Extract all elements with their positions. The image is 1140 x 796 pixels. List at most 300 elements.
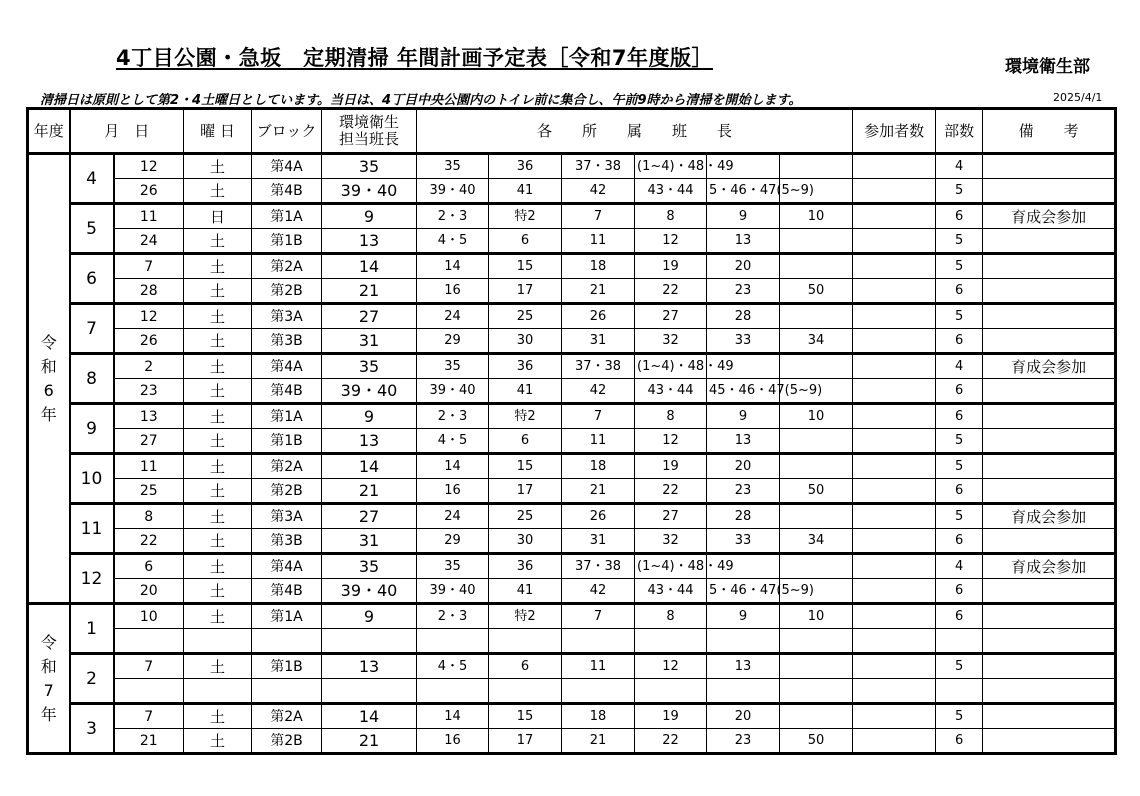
leader-cell: 27 xyxy=(322,304,417,329)
member-cell: 6 xyxy=(489,654,562,679)
member-cell: 50 xyxy=(780,729,853,754)
leader-cell: 21 xyxy=(322,729,417,754)
block-cell: 第2A xyxy=(252,704,322,729)
member-cell: 37・38 xyxy=(562,354,635,379)
day-cell: 13 xyxy=(114,404,184,429)
weekday-cell: 土 xyxy=(184,529,252,554)
header-block: ブロック xyxy=(252,109,322,154)
member-cell: 10 xyxy=(780,604,853,629)
member-cell: 16 xyxy=(417,479,489,504)
weekday-cell: 日 xyxy=(184,204,252,229)
leader-cell: 39・40 xyxy=(322,179,417,204)
member-cell: 20 xyxy=(707,704,780,729)
member-cell: 23 xyxy=(707,729,780,754)
member-cell xyxy=(780,554,853,579)
leader-cell: 13 xyxy=(322,429,417,454)
member-cell: 19 xyxy=(635,454,707,479)
table-row xyxy=(28,579,1116,604)
leader-cell: 14 xyxy=(322,454,417,479)
remarks-cell xyxy=(983,579,1116,604)
block-cell: 第2A xyxy=(252,254,322,279)
day-cell: 26 xyxy=(114,329,184,354)
units-cell: 5 xyxy=(936,429,983,454)
weekday-cell: 土 xyxy=(184,454,252,479)
day-cell xyxy=(114,629,184,654)
month-cell: 7 xyxy=(70,304,114,354)
member-cell: 14 xyxy=(417,454,489,479)
month-cell: 12 xyxy=(70,554,114,604)
table-row xyxy=(28,379,1116,404)
month-cell: 11 xyxy=(70,504,114,554)
units-cell: 5 xyxy=(936,504,983,529)
participants-cell xyxy=(853,279,936,304)
member-cell: 21 xyxy=(562,729,635,754)
weekday-cell: 土 xyxy=(184,654,252,679)
participants-cell xyxy=(853,229,936,254)
units-cell: 5 xyxy=(936,454,983,479)
remarks-cell: 育成会参加 xyxy=(983,204,1116,229)
block-cell: 第3A xyxy=(252,304,322,329)
remarks-cell: 育成会参加 xyxy=(983,504,1116,529)
era-label-char: 和 xyxy=(40,356,57,376)
table-row xyxy=(28,704,1116,729)
leader-cell: 21 xyxy=(322,279,417,304)
member-cell: 24 xyxy=(417,304,489,329)
member-cell: 41 xyxy=(489,379,562,404)
weekday-cell: 土 xyxy=(184,579,252,604)
era-label-char: 令 xyxy=(40,332,57,352)
member-cell: 50 xyxy=(780,479,853,504)
units-cell: 6 xyxy=(936,604,983,629)
weekday-cell: 土 xyxy=(184,729,252,754)
units-cell: 5 xyxy=(936,654,983,679)
member-cell: 50 xyxy=(780,279,853,304)
member-cell: 27 xyxy=(635,504,707,529)
member-cell: 42 xyxy=(562,579,635,604)
member-cell: 4・5 xyxy=(417,429,489,454)
day-cell: 11 xyxy=(114,454,184,479)
member-cell: 23 xyxy=(707,279,780,304)
member-cell: 32 xyxy=(635,329,707,354)
member-cell: 28 xyxy=(707,504,780,529)
member-cell: 26 xyxy=(562,304,635,329)
member-cell: 24 xyxy=(417,504,489,529)
member-cell: 39・40 xyxy=(417,179,489,204)
member-cell: 特2 xyxy=(489,604,562,629)
member-cell: 32 xyxy=(635,529,707,554)
leader-cell: 13 xyxy=(322,654,417,679)
block-cell: 第4A xyxy=(252,154,322,179)
member-cell: 25 xyxy=(489,504,562,529)
day-cell: 11 xyxy=(114,204,184,229)
block-cell: 第2B xyxy=(252,479,322,504)
table-row xyxy=(28,254,1116,279)
member-cell: 35 xyxy=(417,154,489,179)
leader-cell xyxy=(322,629,417,654)
weekday-cell: 土 xyxy=(184,329,252,354)
era-label-char: 年 xyxy=(40,704,57,724)
member-cell: 9 xyxy=(707,204,780,229)
block-cell xyxy=(252,629,322,654)
member-cell xyxy=(562,629,635,654)
block-cell: 第3B xyxy=(252,529,322,554)
member-cell xyxy=(780,629,853,654)
table-row xyxy=(28,629,1116,654)
member-cell: 5・46・47(5~9) xyxy=(707,179,780,204)
month-cell: 1 xyxy=(70,604,114,654)
units-cell: 6 xyxy=(936,729,983,754)
participants-cell xyxy=(853,354,936,379)
weekday-cell: 土 xyxy=(184,404,252,429)
month-cell: 4 xyxy=(70,154,114,204)
member-cell: 2・3 xyxy=(417,404,489,429)
day-cell: 20 xyxy=(114,579,184,604)
block-cell: 第2B xyxy=(252,729,322,754)
member-cell: 33 xyxy=(707,529,780,554)
member-cell: 10 xyxy=(780,204,853,229)
member-cell: 20 xyxy=(707,254,780,279)
member-cell xyxy=(780,254,853,279)
leader-cell: 21 xyxy=(322,479,417,504)
member-cell xyxy=(780,654,853,679)
block-cell: 第4B xyxy=(252,579,322,604)
table-row xyxy=(28,679,1116,704)
member-cell: 14 xyxy=(417,254,489,279)
table-row xyxy=(28,279,1116,304)
units-cell: 4 xyxy=(936,554,983,579)
table-row xyxy=(28,654,1116,679)
day-cell: 10 xyxy=(114,604,184,629)
member-cell: 45・46・47(5~9) xyxy=(707,379,780,404)
month-cell: 9 xyxy=(70,404,114,454)
member-cell: 37・38 xyxy=(562,554,635,579)
leader-cell: 39・40 xyxy=(322,379,417,404)
weekday-cell: 土 xyxy=(184,704,252,729)
day-cell: 24 xyxy=(114,229,184,254)
day-cell xyxy=(114,679,184,704)
participants-cell xyxy=(853,429,936,454)
participants-cell xyxy=(853,304,936,329)
member-cell: 8 xyxy=(635,604,707,629)
member-cell: 17 xyxy=(489,479,562,504)
block-cell: 第2A xyxy=(252,454,322,479)
member-cell xyxy=(417,679,489,704)
participants-cell xyxy=(853,729,936,754)
block-cell: 第1A xyxy=(252,604,322,629)
member-cell xyxy=(780,154,853,179)
table-row xyxy=(28,179,1116,204)
units-cell xyxy=(936,629,983,654)
participants-cell xyxy=(853,179,936,204)
member-cell: 9 xyxy=(707,404,780,429)
member-cell: 7 xyxy=(562,404,635,429)
units-cell: 6 xyxy=(936,379,983,404)
units-cell: 6 xyxy=(936,529,983,554)
member-cell: 6 xyxy=(489,429,562,454)
member-cell: 13 xyxy=(707,654,780,679)
member-cell xyxy=(635,679,707,704)
member-cell: 18 xyxy=(562,704,635,729)
member-cell: 4・5 xyxy=(417,654,489,679)
remarks-cell xyxy=(983,404,1116,429)
member-cell: 26 xyxy=(562,504,635,529)
member-cell: 5・46・47(5~9) xyxy=(707,579,780,604)
leader-cell: 39・40 xyxy=(322,579,417,604)
member-cell: (1~4)・48・49 xyxy=(635,354,707,379)
member-cell: 8 xyxy=(635,404,707,429)
era-label xyxy=(28,604,70,754)
member-cell: 15 xyxy=(489,704,562,729)
remarks-cell xyxy=(983,629,1116,654)
member-cell: 22 xyxy=(635,729,707,754)
weekday-cell: 土 xyxy=(184,354,252,379)
member-cell xyxy=(780,229,853,254)
day-cell: 6 xyxy=(114,554,184,579)
day-cell: 21 xyxy=(114,729,184,754)
day-cell: 26 xyxy=(114,179,184,204)
participants-cell xyxy=(853,379,936,404)
participants-cell xyxy=(853,529,936,554)
remarks-cell xyxy=(983,304,1116,329)
member-cell: 11 xyxy=(562,229,635,254)
member-cell: 2・3 xyxy=(417,204,489,229)
remarks-cell xyxy=(983,179,1116,204)
units-cell: 5 xyxy=(936,704,983,729)
member-cell: 41 xyxy=(489,179,562,204)
weekday-cell: 土 xyxy=(184,304,252,329)
day-cell: 27 xyxy=(114,429,184,454)
era-label-char: 6 xyxy=(43,380,54,400)
member-cell: 9 xyxy=(707,604,780,629)
member-cell: 41 xyxy=(489,579,562,604)
member-cell: 13 xyxy=(707,229,780,254)
header-weekday: 曜 日 xyxy=(184,109,252,154)
participants-cell xyxy=(853,504,936,529)
member-cell: 2・3 xyxy=(417,604,489,629)
member-cell xyxy=(635,629,707,654)
table-row xyxy=(28,504,1116,529)
member-cell xyxy=(780,454,853,479)
member-cell: 36 xyxy=(489,354,562,379)
member-cell: 12 xyxy=(635,654,707,679)
member-cell: 16 xyxy=(417,729,489,754)
remarks-cell xyxy=(983,229,1116,254)
table-row xyxy=(28,454,1116,479)
member-cell xyxy=(780,429,853,454)
member-cell: 19 xyxy=(635,704,707,729)
schedule-note: 清掃日は原則として第2・4土曜日としています。当日は、4丁目中央公園内のトイレ前に集合し、午前9時から清掃を開始します。 xyxy=(40,93,802,108)
member-cell xyxy=(489,629,562,654)
member-cell: 特2 xyxy=(489,204,562,229)
member-cell: 16 xyxy=(417,279,489,304)
header-year: 年度 xyxy=(28,109,70,154)
member-cell: 25 xyxy=(489,304,562,329)
member-cell: 28 xyxy=(707,304,780,329)
month-cell: 8 xyxy=(70,354,114,404)
participants-cell xyxy=(853,604,936,629)
table-row xyxy=(28,529,1116,554)
remarks-cell xyxy=(983,729,1116,754)
table-row xyxy=(28,429,1116,454)
block-cell: 第1B xyxy=(252,229,322,254)
participants-cell xyxy=(853,204,936,229)
weekday-cell: 土 xyxy=(184,279,252,304)
member-cell: (1~4)・48・49 xyxy=(635,154,707,179)
member-cell: 31 xyxy=(562,529,635,554)
member-cell: 27 xyxy=(635,304,707,329)
header-units: 部数 xyxy=(936,109,983,154)
block-cell xyxy=(252,679,322,704)
member-cell: 29 xyxy=(417,529,489,554)
member-cell: 13 xyxy=(707,429,780,454)
member-cell: 7 xyxy=(562,604,635,629)
weekday-cell: 土 xyxy=(184,479,252,504)
table-row xyxy=(28,404,1116,429)
participants-cell xyxy=(853,554,936,579)
weekday-cell: 土 xyxy=(184,229,252,254)
leader-cell: 35 xyxy=(322,154,417,179)
remarks-cell: 育成会参加 xyxy=(983,354,1116,379)
member-cell xyxy=(780,679,853,704)
participants-cell xyxy=(853,254,936,279)
member-cell: 20 xyxy=(707,454,780,479)
units-cell: 6 xyxy=(936,204,983,229)
member-cell: 21 xyxy=(562,279,635,304)
member-cell: 4・5 xyxy=(417,229,489,254)
block-cell: 第3A xyxy=(252,504,322,529)
member-cell: 11 xyxy=(562,654,635,679)
member-cell: 特2 xyxy=(489,404,562,429)
member-cell: 43・44 xyxy=(635,179,707,204)
member-cell: 7 xyxy=(562,204,635,229)
member-cell xyxy=(489,679,562,704)
units-cell: 6 xyxy=(936,479,983,504)
day-cell: 7 xyxy=(114,254,184,279)
header-date: 月 日 xyxy=(70,109,184,154)
era-label-char: 7 xyxy=(43,680,54,700)
units-cell xyxy=(936,679,983,704)
participants-cell xyxy=(853,154,936,179)
block-cell: 第4B xyxy=(252,379,322,404)
remarks-cell xyxy=(983,479,1116,504)
leader-cell: 9 xyxy=(322,604,417,629)
era-label-char: 令 xyxy=(40,632,57,652)
month-cell: 2 xyxy=(70,654,114,704)
remarks-cell xyxy=(983,154,1116,179)
member-cell: 30 xyxy=(489,529,562,554)
page-title: 4丁目公園・急坂 定期清掃 年間計画予定表［令和7年度版］ xyxy=(116,46,714,70)
block-cell: 第4B xyxy=(252,179,322,204)
table-row xyxy=(28,154,1116,179)
weekday-cell xyxy=(184,629,252,654)
member-cell: 18 xyxy=(562,454,635,479)
units-cell: 6 xyxy=(936,279,983,304)
member-cell: 34 xyxy=(780,329,853,354)
member-cell: 17 xyxy=(489,729,562,754)
day-cell: 7 xyxy=(114,704,184,729)
leader-cell xyxy=(322,679,417,704)
header-leader-line2: 担当班長 xyxy=(339,130,400,148)
header-leader xyxy=(322,109,417,154)
header-participants: 参加者数 xyxy=(853,109,936,154)
member-cell: 15 xyxy=(489,454,562,479)
table-row xyxy=(28,604,1116,629)
member-cell: 34 xyxy=(780,529,853,554)
remarks-cell xyxy=(983,279,1116,304)
remarks-cell xyxy=(983,704,1116,729)
remarks-cell xyxy=(983,454,1116,479)
units-cell: 5 xyxy=(936,229,983,254)
member-cell: 37・38 xyxy=(562,154,635,179)
participants-cell xyxy=(853,479,936,504)
table-row xyxy=(28,204,1116,229)
day-cell: 23 xyxy=(114,379,184,404)
participants-cell xyxy=(853,454,936,479)
day-cell: 28 xyxy=(114,279,184,304)
member-cell: 18 xyxy=(562,254,635,279)
weekday-cell: 土 xyxy=(184,429,252,454)
remarks-cell xyxy=(983,679,1116,704)
member-cell: 19 xyxy=(635,254,707,279)
member-cell: 23 xyxy=(707,479,780,504)
table-row xyxy=(28,479,1116,504)
weekday-cell: 土 xyxy=(184,604,252,629)
month-cell: 6 xyxy=(70,254,114,304)
member-cell xyxy=(780,704,853,729)
leader-cell: 9 xyxy=(322,204,417,229)
leader-cell: 31 xyxy=(322,529,417,554)
day-cell: 22 xyxy=(114,529,184,554)
remarks-cell xyxy=(983,529,1116,554)
block-cell: 第1A xyxy=(252,204,322,229)
issue-date: 2025/4/1 xyxy=(1053,91,1103,104)
leader-cell: 35 xyxy=(322,354,417,379)
participants-cell xyxy=(853,579,936,604)
weekday-cell: 土 xyxy=(184,379,252,404)
units-cell: 4 xyxy=(936,154,983,179)
remarks-cell xyxy=(983,379,1116,404)
member-cell xyxy=(417,629,489,654)
block-cell: 第4A xyxy=(252,354,322,379)
header-members: 各 所 属 班 長 xyxy=(417,109,853,154)
member-cell: 14 xyxy=(417,704,489,729)
era-label-char: 和 xyxy=(40,656,57,676)
member-cell: 43・44 xyxy=(635,579,707,604)
member-cell: 39・40 xyxy=(417,379,489,404)
schedule-table xyxy=(26,107,1117,755)
units-cell: 4 xyxy=(936,354,983,379)
leader-cell: 14 xyxy=(322,704,417,729)
remarks-cell xyxy=(983,654,1116,679)
member-cell xyxy=(707,679,780,704)
day-cell: 7 xyxy=(114,654,184,679)
member-cell xyxy=(780,304,853,329)
leader-cell: 13 xyxy=(322,229,417,254)
member-cell: 22 xyxy=(635,479,707,504)
participants-cell xyxy=(853,704,936,729)
member-cell: 43・44 xyxy=(635,379,707,404)
member-cell: 29 xyxy=(417,329,489,354)
block-cell: 第3B xyxy=(252,329,322,354)
month-cell: 10 xyxy=(70,454,114,504)
participants-cell xyxy=(853,404,936,429)
member-cell xyxy=(707,629,780,654)
header-leader-line1: 環境衛生 xyxy=(339,113,400,131)
weekday-cell: 土 xyxy=(184,554,252,579)
block-cell: 第4A xyxy=(252,554,322,579)
member-cell: 15 xyxy=(489,254,562,279)
member-cell: 39・40 xyxy=(417,579,489,604)
